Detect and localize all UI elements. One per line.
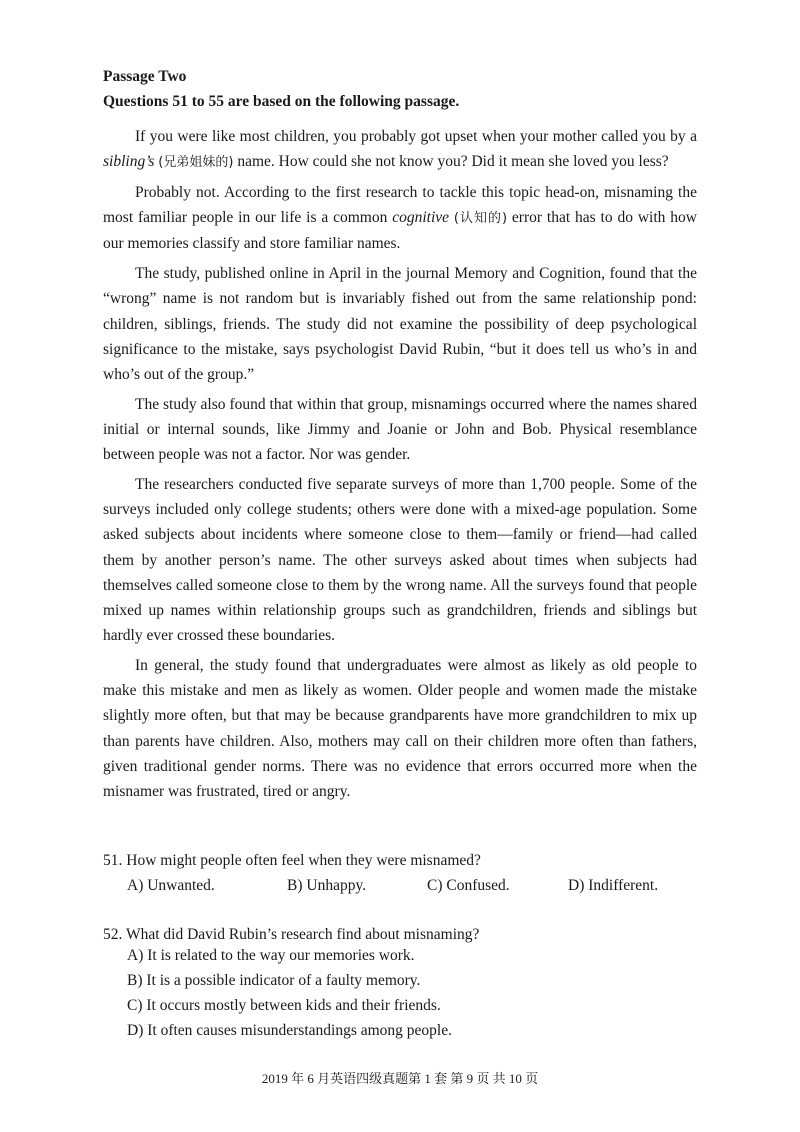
paragraph-4: The study also found that within that group, misnamings occurred where the names shared initial or internal sounds, like Jimmy and Joanie or John and Bob. Physical resemblance between people was not a factor. Nor was gender. — [103, 395, 697, 464]
passage-body — [103, 124, 697, 809]
question-52-stem: 52. What did David Rubin’s research find about misnaming? — [103, 926, 480, 943]
q51-option-b[interactable]: B) Unhappy. — [287, 877, 367, 894]
paragraph-1: If you were like most children, you probably got upset when your mother called you by a sibling’s (兄弟姐妹的) name. How could she not know you? Did it mean she loved you less? — [103, 128, 697, 171]
paragraph-2: Probably not. According to the first research to tackle this topic head-on, misnaming the most familiar people in our life is a common cognitive (认知的) error that has to do with how our memories classify and store familiar names. — [103, 184, 697, 253]
term-cognitive: cognitive — [392, 209, 450, 227]
q51-option-c[interactable]: C) Confused. — [427, 877, 510, 894]
q52-option-c[interactable]: C) It occurs mostly between kids and their friends. — [127, 997, 441, 1014]
q52-option-b[interactable]: B) It is a possible indicator of a faulty memory. — [127, 972, 421, 989]
gloss-cognitive: (认知的) — [453, 211, 508, 227]
paragraph-3: The study, published online in April in the journal Memory and Cognition, found that the “wrong” name is not random but is invariably fished out from the same relationship pond: children, siblings, friends. The study did not examine the possibility of deep psychological significance to the mistake, says psychologist David Rubin, “but it does tell us who’s in and who’s out of the group.” — [103, 265, 697, 384]
paragraph-6: In general, the study found that undergraduates were almost as likely as old people to make this mistake and men as likely as women. Older people and women made the mistake slightly more often, but that may be because grandparents have more grandchildren to mix up than parents have children. Also, mothers may call on their children more often than fathers, given traditional gender norms. There was no evidence that errors occurred more when the misnamer was frustrated, tired or angry. — [103, 657, 697, 801]
page-footer: 2019 年 6 月英语四级真题第 1 套 第 9 页 共 10 页 — [261, 1071, 539, 1086]
q51-option-d[interactable]: D) Indifferent. — [568, 877, 659, 894]
questions-instruction: Questions 51 to 55 are based on the following passage. — [103, 93, 460, 110]
q51-option-a[interactable]: A) Unwanted. — [127, 877, 215, 894]
q52-option-a[interactable]: A) It is related to the way our memories work. — [127, 947, 415, 964]
gloss-sibling: (兄弟姐妹的) — [158, 155, 234, 171]
paragraph-5: The researchers conducted five separate surveys of more than 1,700 people. Some of the surveys included only college students; others were done with a mixed-age population. Some asked subjects about incidents where someone close to them—family or friend—had called them by another person’s name. The other surveys asked about times when subjects had themselves called someone close to them by the wrong name. All the surveys found that people mixed up names within relationship groups such as grandchildren, friends and siblings but hardly ever crossed these boundaries. — [103, 476, 697, 645]
question-51-stem: 51. How might people often feel when they were misnamed? — [103, 852, 481, 869]
q52-option-d[interactable]: D) It often causes misunderstandings among people. — [127, 1022, 452, 1039]
passage-title: Passage Two — [103, 68, 187, 85]
term-sibling: sibling’s — [103, 153, 155, 171]
